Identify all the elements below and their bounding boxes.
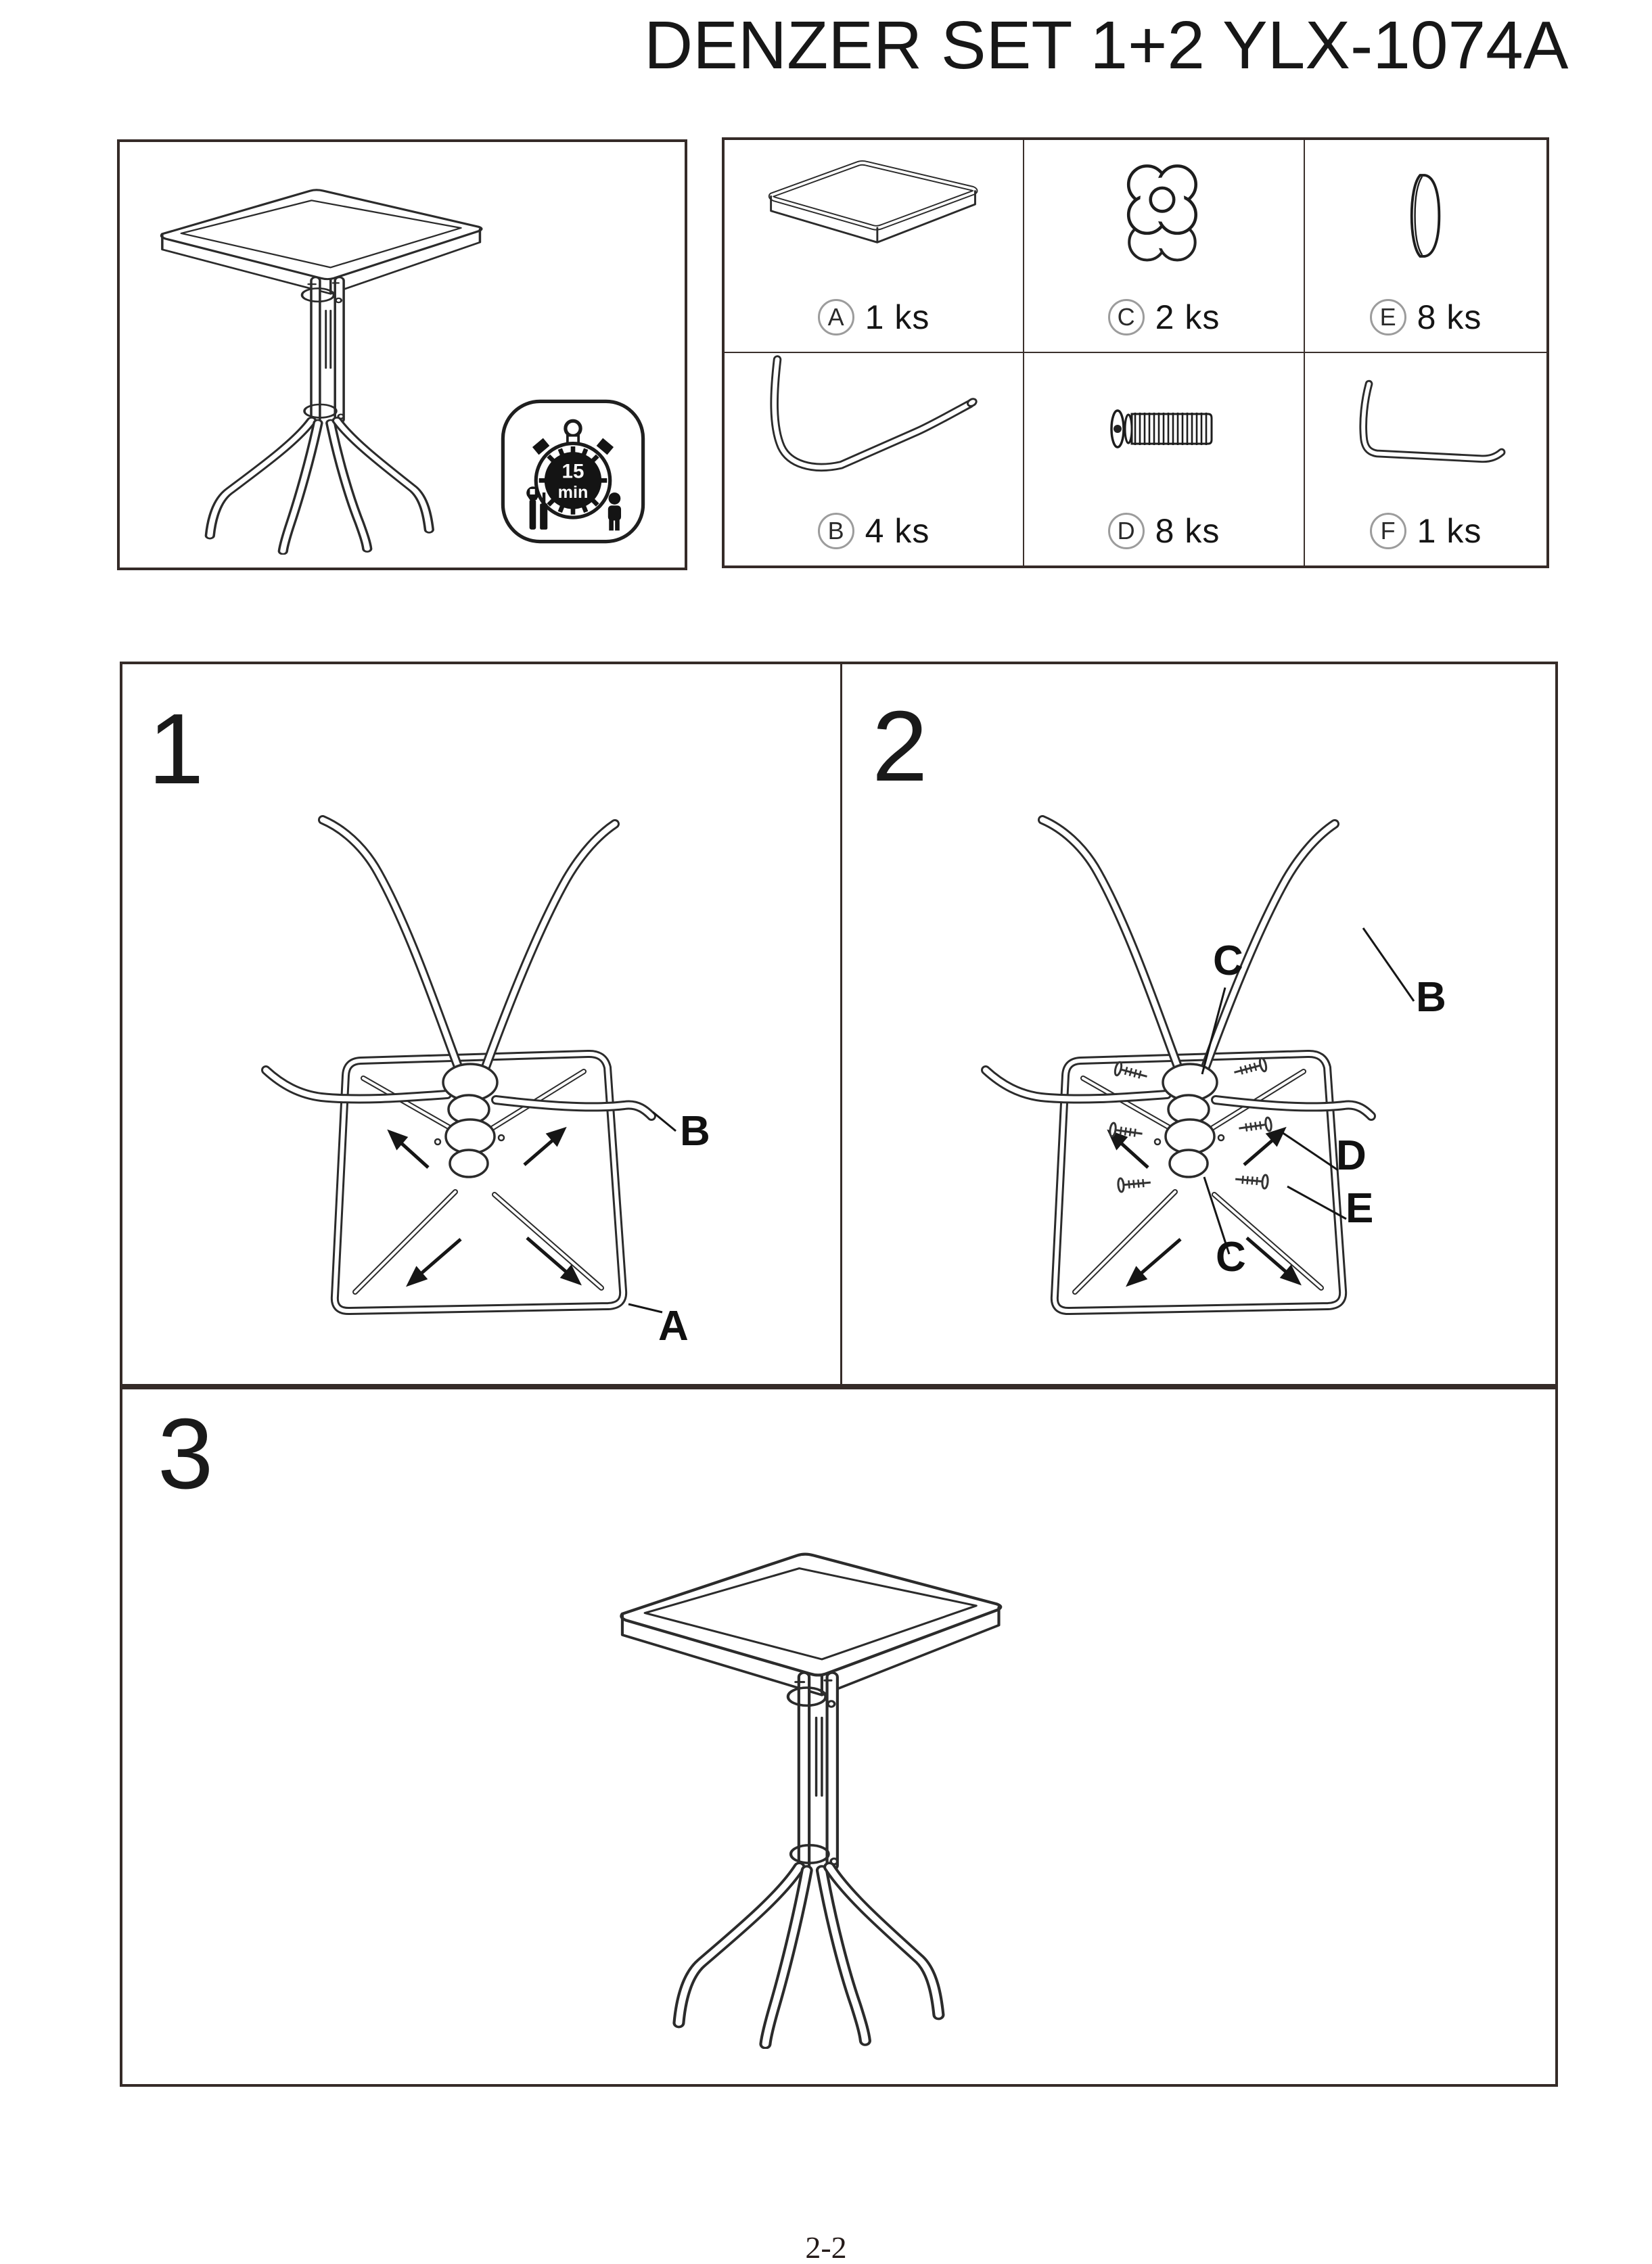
callout-d: D [1336,1132,1367,1179]
leader-to-leg [653,1112,676,1131]
part-qty: 8 ks [1417,298,1482,336]
part-letter-badge: E [1370,299,1406,336]
part-cell-b [725,353,1024,565]
part-qty: 1 ks [865,298,930,336]
part-qty: 4 ks [865,512,930,550]
cap-icon [1406,168,1446,263]
step-3-box [120,1387,1558,2087]
leader-to-tabletop [628,1304,662,1312]
step-1-diagram [122,664,840,1384]
bolt-icon [1107,400,1222,457]
parts-list [722,137,1549,568]
badge-unit: min [557,483,589,503]
overview-box [117,139,687,570]
table-leg-icon [743,346,1004,512]
allen-key-icon [1341,373,1511,485]
step-number: 1 [148,693,204,805]
callout-a: A [658,1303,689,1349]
step-1-panel [122,664,840,1384]
part-cell-c [1024,140,1305,353]
part-letter-badge: D [1108,513,1145,549]
assembled-table-icon [140,166,505,555]
callout-c-bottom: C [1216,1234,1246,1280]
badge-minutes: 15 [561,460,584,483]
table-top-icon [762,153,986,278]
step-number: 2 [872,691,928,802]
part-letter-badge: C [1108,299,1145,336]
part-label [725,298,1023,337]
flower-clamp-icon [1120,156,1209,275]
part-qty: 1 ks [1417,512,1482,550]
part-label [1024,298,1304,337]
part-cell-e [1305,140,1546,353]
step-2-panel [842,664,1560,1384]
step-2-diagram [842,664,1560,1384]
page-number: 2-2 [805,2230,847,2264]
steps-1-2-box [120,662,1558,1387]
callout-b: B [680,1108,710,1155]
callout-b: B [1416,974,1446,1021]
part-cell-d [1024,353,1305,565]
part-letter-badge: A [818,299,854,336]
step-number: 3 [158,1398,214,1510]
part-label [725,511,1023,551]
part-cell-a [725,140,1024,353]
part-label [1305,511,1546,551]
callout-c-top: C [1213,938,1243,984]
part-label [1305,298,1546,337]
part-letter-badge: F [1370,513,1406,549]
assembly-time-badge [497,396,649,547]
part-cell-f [1305,353,1546,565]
callout-e: E [1346,1185,1374,1232]
assembled-table-illustration [596,1521,1029,2049]
part-qty: 8 ks [1155,512,1220,550]
part-qty: 2 ks [1155,298,1220,336]
part-label [1024,511,1304,551]
page-title: DENZER SET 1+2 YLX-1074A [644,7,1569,83]
part-letter-badge: B [818,513,854,549]
